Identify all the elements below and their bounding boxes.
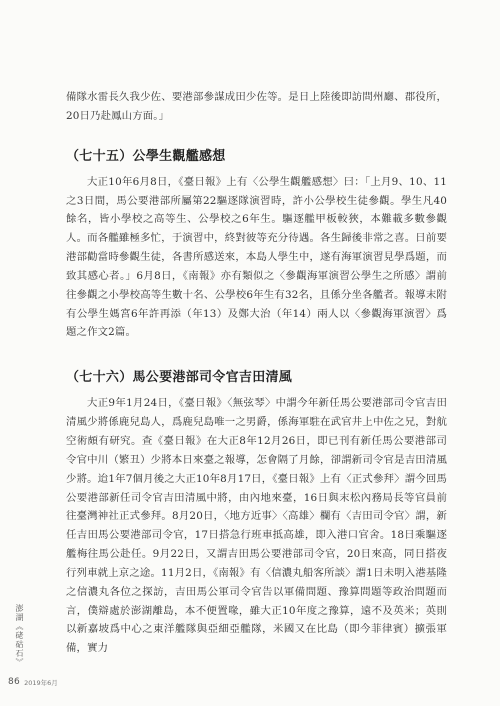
page-footer (8, 676, 58, 688)
section-75-paragraph: 大正10年6月8日，《臺日報》上有〈公學生觀艦感想〉曰：「上月9、10、11之3日間，馬公要港部所屬第22驅逐隊演習時，許小公學校生徒參觀。學生凡40餘名，皆小學校之高等生、公學校之6年生。驅逐艦甲板較狹，本難載多數參觀人。而各艦雖極多忙，于演習中，終對彼等充分待遇。各生歸後非常之喜。日前要港部勸當時參觀生徒，各書所感送來，本島人學生中，遂有海軍演習見學爲題，而致其感心者。」6月8日，《南報》亦有類似之〈參觀海軍演習公學生之所感〉謂前往參觀之小學校高等生數十名、公學校6年生有32名，且係分坐各艦者。報導末附有公學生媽宮6年許再添（年13）及鄭大治（年14）兩人以〈參觀海軍演習〉爲題之作文2篇。 (66, 175, 447, 339)
section-heading-75: （七十五）公學生觀艦感想 (66, 148, 226, 164)
continuation-paragraph: 備隊水雷長久我少佐、要港部參謀成田少佐等。是日上陸後即訪問州廳、郡役所，20日乃赴鳳山方面。」 (66, 91, 447, 122)
section-heading-76: （七十六）馬公要港部司令官吉田清風 (66, 370, 293, 386)
journal-title-vertical: 澎湖《硓𥑮石》 (15, 604, 24, 667)
issue-date: 2019年6月 (24, 678, 58, 687)
page-number: 86 (8, 677, 21, 687)
section-76-paragraph: 大正9年1月24日，《臺日報》〈無弦琴〉中謂今年新任馬公要港部司令官吉田清風少將係鹿兒島人，爲鹿兒島唯一之男爵，係海軍駐在武官井上中佐之兄，對航空術頗有研究。查《臺日報》在大正8年12月26日，即已刊有新任馬公要港部司令官中川（繁丑）少將本日來臺之報導，怎會隔了月餘，卻謂新司令官是吉田清風少將。迨1年7個月後之大正10年8月17日，《臺日報》上有〈正式參拜〉謂今回馬公要港部新任司令官吉田清風中將，由內地來臺，16日與末松內務局長等官員前往臺灣神社正式參拜。8月20日，〈地方近事〉〈高雄〉欄有〈吉田司令官〉謂，新任吉田馬公要港部司令官，17日搭急行班車抵高雄，即入港口官舍。18日乘驅逐艦梅往馬公赴任。9月22日，又謂吉田馬公要港部司令官，20日來高，同日搭夜行列車就上京之途。11月2日，《南報》有〈信濃丸船客所談〉謂1日未明入港基隆之信濃丸各位之探訪，吉田馬公軍司令官告以軍備問題、豫算問題等政治問題而言，僕辯處於澎湖離島，本不便置喙，雖大正10年度之豫算，遠不及英米；英則以新嘉坡爲中心之東洋艦隊與亞細亞艦隊，米國又在比島（即今菲律賓）擴張軍備，實力 (66, 397, 447, 655)
article-body (66, 88, 447, 658)
